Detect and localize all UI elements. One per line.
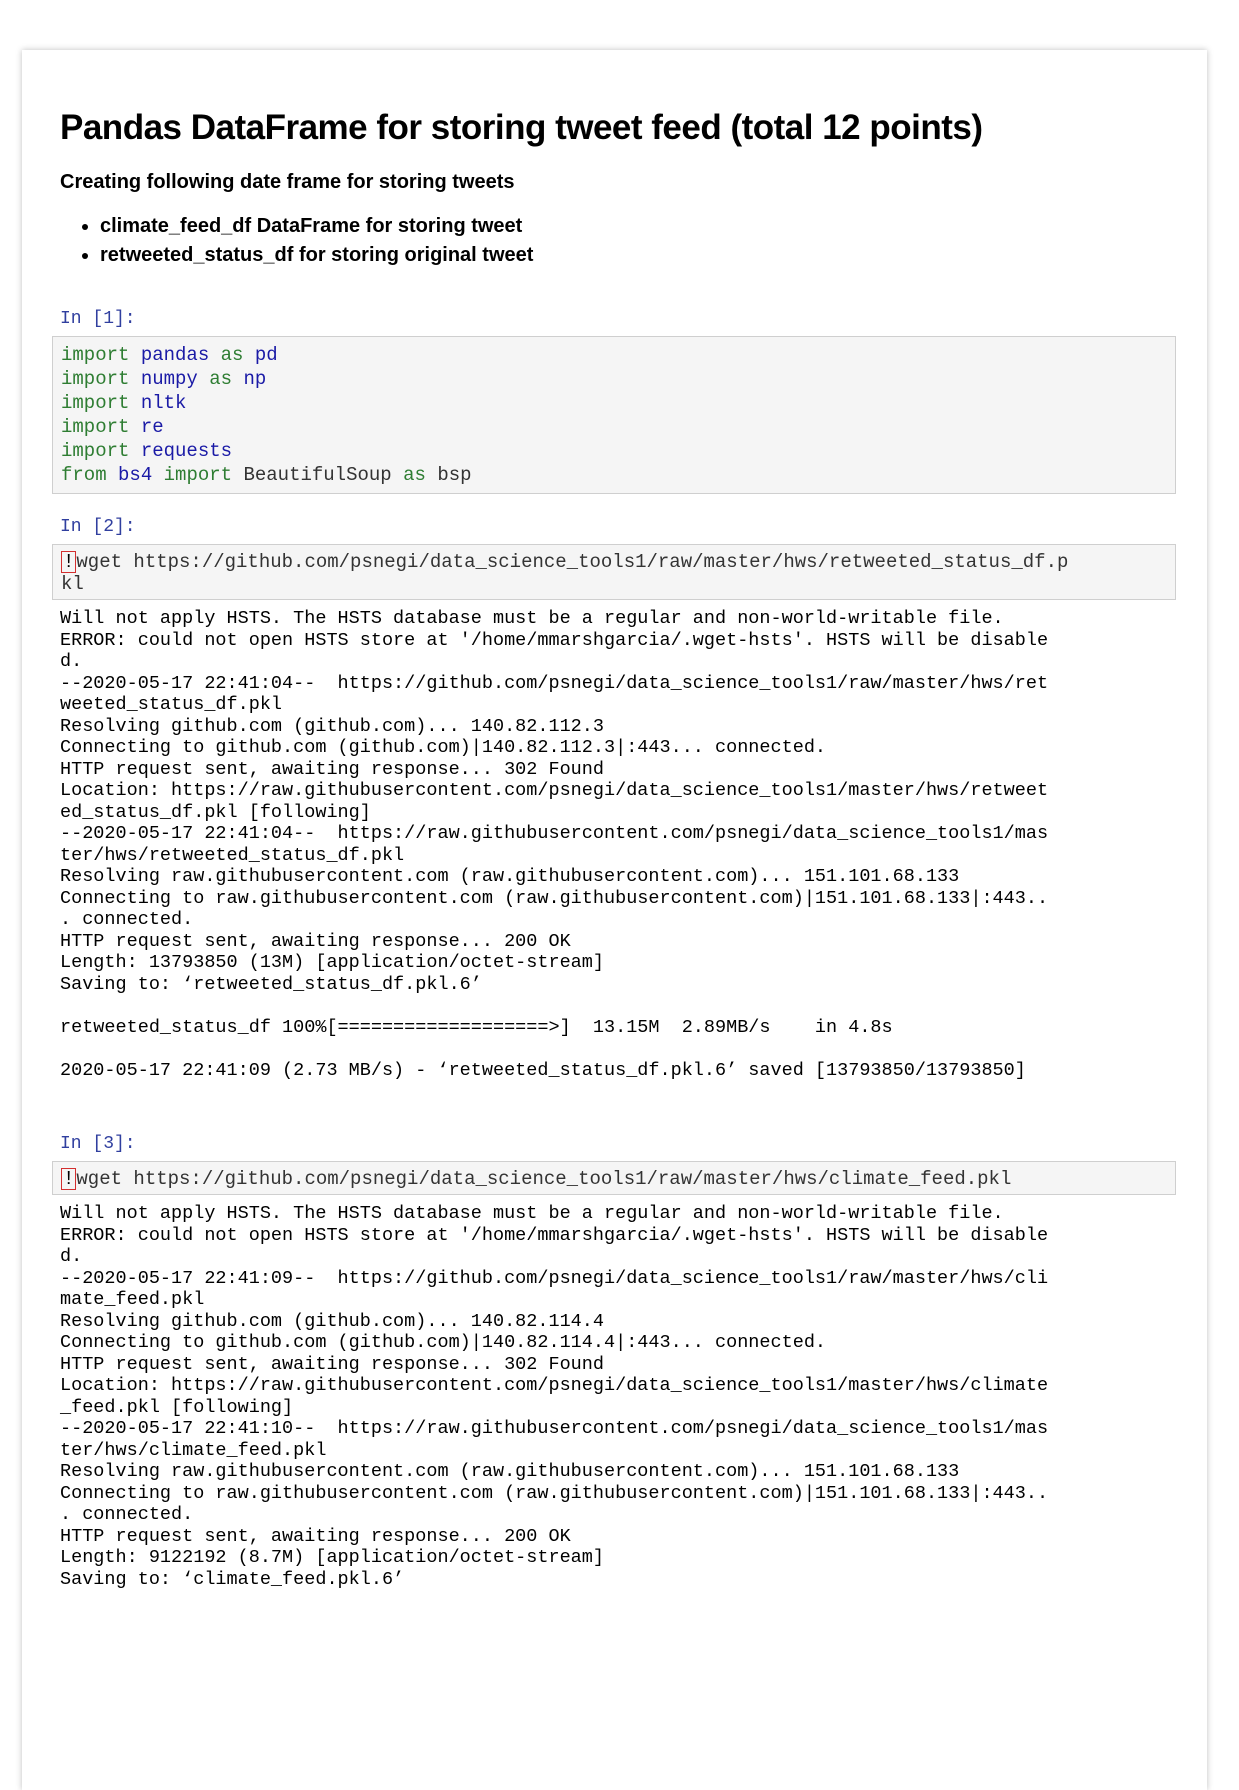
output-line: Connecting to github.com (github.com)|140.82.114.4|:443... connected. bbox=[60, 1332, 827, 1353]
keyword: as bbox=[209, 368, 233, 390]
keyword: import bbox=[61, 368, 130, 390]
bullet-desc: for storing original tweet bbox=[293, 244, 534, 266]
keyword: import bbox=[61, 416, 130, 438]
keyword: import bbox=[61, 440, 130, 462]
output-line: ERROR: could not open HSTS store at '/home/mmarshgarcia/.wget-hsts'. HSTS will be disable bbox=[60, 1224, 1049, 1246]
output-line: ter/hws/retweeted_status_df.pkl bbox=[60, 844, 405, 866]
output-line: HTTP request sent, awaiting response... 200 OK bbox=[60, 1525, 571, 1547]
cell-output bbox=[60, 608, 1180, 1081]
output-line: ter/hws/climate_feed.pkl bbox=[60, 1439, 327, 1461]
input-prompt: In [2]: bbox=[60, 517, 136, 537]
shell-bang: ! bbox=[63, 551, 75, 573]
output-line bbox=[60, 1038, 1180, 1060]
output-line: ed_status_df.pkl [following] bbox=[60, 801, 371, 823]
output-line: --2020-05-17 22:41:04-- https://github.com/psnegi/data_science_tools1/raw/master/hws/ret bbox=[60, 672, 1049, 694]
code-cell-2[interactable] bbox=[60, 516, 1180, 1081]
output-line: --2020-05-17 22:41:10-- https://raw.githubusercontent.com/psnegi/data_science_tools1/mas bbox=[60, 1418, 1049, 1439]
output-line: Connecting to raw.githubusercontent.com (raw.githubusercontent.com)|151.101.68.133|:443.. bbox=[60, 887, 1049, 909]
output-line: --2020-05-17 22:41:09-- https://github.com/psnegi/data_science_tools1/raw/master/hws/cli bbox=[60, 1267, 1049, 1289]
alias-name: np bbox=[243, 368, 267, 390]
output-line: 2020-05-17 22:41:09 (2.73 MB/s) - ‘retweeted_status_df.pkl.6’ saved [13793850/13793850] bbox=[60, 1059, 1026, 1081]
input-prompt: In [1]: bbox=[60, 309, 136, 329]
code-line bbox=[61, 463, 1167, 487]
module-name: requests bbox=[140, 440, 233, 462]
shell-command: wget https://github.com/psnegi/data_science_tools1/raw/master/hws/climate_feed.pkl bbox=[76, 1168, 1012, 1190]
output-line: Resolving raw.githubusercontent.com (raw.githubusercontent.com)... 151.101.68.133 bbox=[60, 1461, 960, 1482]
output-line: Location: https://raw.githubusercontent.com/psnegi/data_science_tools1/master/hws/climate bbox=[60, 1375, 1049, 1396]
code-editor[interactable] bbox=[52, 1161, 1176, 1195]
module-name: re bbox=[140, 416, 164, 438]
output-line: Connecting to github.com (github.com)|140.82.112.3|:443... connected. bbox=[60, 737, 827, 758]
code-line bbox=[61, 439, 1167, 463]
keyword: import bbox=[163, 464, 233, 486]
module-name: nltk bbox=[140, 392, 187, 414]
output-line: weeted_status_df.pkl bbox=[60, 694, 283, 715]
keyword: as bbox=[403, 464, 426, 486]
bullet-code-name: climate_feed_df bbox=[100, 215, 252, 237]
notebook-content bbox=[60, 50, 1180, 1590]
output-line: . connected. bbox=[60, 1504, 194, 1525]
keyword: from bbox=[61, 464, 107, 486]
output-line: Connecting to raw.githubusercontent.com (raw.githubusercontent.com)|151.101.68.133|:443.. bbox=[60, 1482, 1049, 1504]
output-line: HTTP request sent, awaiting response... 302 Found bbox=[60, 1353, 604, 1375]
output-line: retweeted_status_df 100%[===================>] 13.15M 2.89MB/s in 4.8s bbox=[60, 1016, 893, 1038]
code-editor[interactable] bbox=[52, 336, 1176, 494]
output-line: Will not apply HSTS. The HSTS database must be a regular and non-world-writable file. bbox=[60, 608, 1004, 629]
output-line: HTTP request sent, awaiting response... 302 Found bbox=[60, 758, 604, 780]
output-line: Length: 13793850 (13M) [application/octet-stream] bbox=[60, 952, 604, 973]
intro-text: Creating following date frame for storing tweets bbox=[60, 171, 515, 193]
cell-output bbox=[60, 1203, 1180, 1590]
output-line: Resolving github.com (github.com)... 140.82.114.4 bbox=[60, 1310, 604, 1332]
bullet-code-name: retweeted_status_df bbox=[100, 244, 294, 266]
module-name: numpy bbox=[140, 368, 198, 390]
list-item bbox=[100, 212, 1180, 241]
imported-name: BeautifulSoup bbox=[243, 464, 392, 486]
output-line: Will not apply HSTS. The HSTS database must be a regular and non-world-writable file. bbox=[60, 1203, 1004, 1224]
output-line bbox=[60, 995, 1180, 1017]
output-line: . connected. bbox=[60, 909, 194, 930]
bullet-desc: DataFrame for storing tweet bbox=[251, 215, 523, 237]
code-line bbox=[61, 343, 1167, 367]
bullet-list bbox=[60, 212, 1180, 270]
output-line: Resolving raw.githubusercontent.com (raw.githubusercontent.com)... 151.101.68.133 bbox=[60, 866, 960, 887]
output-line: ERROR: could not open HSTS store at '/home/mmarshgarcia/.wget-hsts'. HSTS will be disable bbox=[60, 629, 1049, 651]
output-line: Resolving github.com (github.com)... 140.82.112.3 bbox=[60, 715, 604, 737]
output-line: HTTP request sent, awaiting response... 200 OK bbox=[60, 930, 571, 952]
keyword: as bbox=[220, 344, 244, 366]
code-editor[interactable] bbox=[52, 544, 1176, 600]
module-name: bs4 bbox=[118, 464, 153, 486]
alias-name: bsp bbox=[437, 464, 472, 486]
output-line: mate_feed.pkl bbox=[60, 1289, 205, 1310]
output-line: d. bbox=[60, 1246, 83, 1267]
output-line: Length: 9122192 (8.7M) [application/octet-stream] bbox=[60, 1547, 604, 1568]
output-line: Location: https://raw.githubusercontent.com/psnegi/data_science_tools1/master/hws/retweet bbox=[60, 780, 1049, 801]
shell-bang: ! bbox=[63, 1168, 75, 1190]
notebook-page bbox=[22, 50, 1207, 1790]
code-line bbox=[61, 391, 1167, 415]
keyword: import bbox=[61, 392, 130, 414]
code-cell-3[interactable] bbox=[60, 1133, 1180, 1590]
output-line: _feed.pkl [following] bbox=[60, 1396, 294, 1418]
output-line: d. bbox=[60, 651, 83, 672]
list-item bbox=[100, 241, 1180, 270]
code-line bbox=[61, 367, 1167, 391]
shell-command: wget https://github.com/psnegi/data_science_tools1/raw/master/hws/retweeted_status_df.p kl bbox=[61, 551, 1069, 595]
code-cell-1[interactable] bbox=[60, 308, 1180, 494]
module-name: pandas bbox=[140, 344, 210, 366]
input-prompt: In [3]: bbox=[60, 1134, 136, 1154]
keyword: import bbox=[61, 344, 130, 366]
output-line: Saving to: ‘retweeted_status_df.pkl.6’ bbox=[60, 973, 482, 995]
code-line bbox=[61, 415, 1167, 439]
page-title: Pandas DataFrame for storing tweet feed (total 12 points) bbox=[60, 108, 983, 147]
output-line: --2020-05-17 22:41:04-- https://raw.githubusercontent.com/psnegi/data_science_tools1/mas bbox=[60, 823, 1049, 844]
alias-name: pd bbox=[254, 344, 278, 366]
output-line: Saving to: ‘climate_feed.pkl.6’ bbox=[60, 1568, 405, 1590]
